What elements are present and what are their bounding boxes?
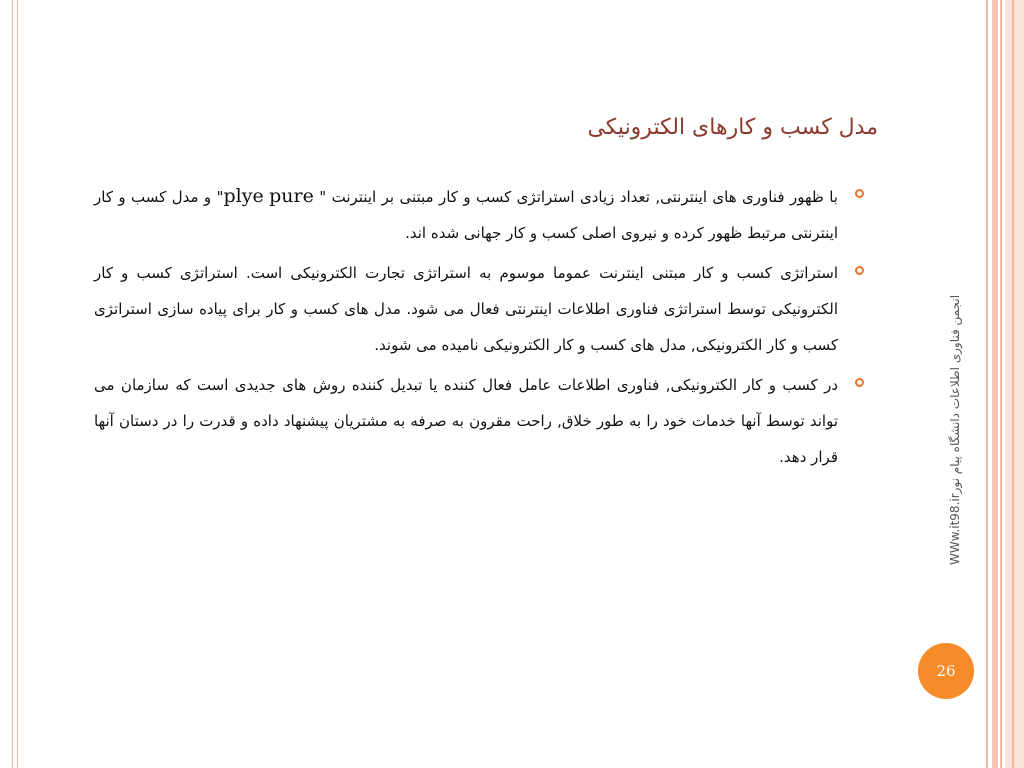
bullet-circle-icon: [855, 378, 864, 387]
bullet-text: استراتژی کسب و کار مبتنی اینترنت عموما موسوم به استراتژی تجارت الکترونیکی است. استراتژی کسب و کار الکترونیکی توسط استراتژی فناوری اطلاعات اینترنتی فعال می شود. مدل های کسب و کار برای پیاده سازی استراتژی کسب و کار الکترونیکی, مدل های کسب و کار الکترونیکی نامیده می شوند.: [94, 264, 838, 354]
bullet-text: در کسب و کار الکترونیکی, فناوری اطلاعات عامل فعال کننده یا تبدیل کننده روش های جدیدی است که سازمان می تواند توسط آنها خدمات خود را به طور خلاق, راحت مقرون به صرفه به مشتریان پیشنهاد داده و قدرت را در دستان آنها قرار دهد.: [94, 376, 838, 466]
left-border-line: [12, 0, 13, 768]
bullet-text: با ظهور فناوری های اینترنتی, تعداد زیادی استراتژی کسب و کار مبتنی بر اینترنت ": [319, 188, 838, 206]
bullet-text: " و مدل کسب و کار اینترنتی مرتبط ظهور کرده و نیروی اصلی کسب و کار جهانی شده اند.: [94, 188, 838, 242]
bullet-item: [94, 367, 864, 475]
bullet-circle-icon: [855, 189, 864, 198]
right-stripe: [1012, 0, 1014, 768]
right-stripe: [986, 0, 988, 768]
right-stripe: [1000, 0, 1002, 768]
right-stripe: [1005, 0, 1024, 768]
bullet-circle-icon: [855, 266, 864, 275]
bullet-latin-word: plye: [223, 185, 264, 207]
bullet-latin-word: pure: [269, 185, 314, 207]
page-number-badge: [918, 643, 974, 699]
side-vertical-text: WWw.it98.irانجمن فناوری اطلاعات دانشگاه پیام نور: [948, 294, 962, 566]
slide-content: [94, 178, 864, 479]
left-border-line: [17, 0, 18, 768]
page-number: 26: [936, 662, 956, 680]
bullet-item: [94, 255, 864, 363]
bullet-item: [94, 178, 864, 251]
slide-title: مدل کسب و کارهای الکترونیکی: [587, 115, 878, 140]
right-stripe: [992, 0, 998, 768]
